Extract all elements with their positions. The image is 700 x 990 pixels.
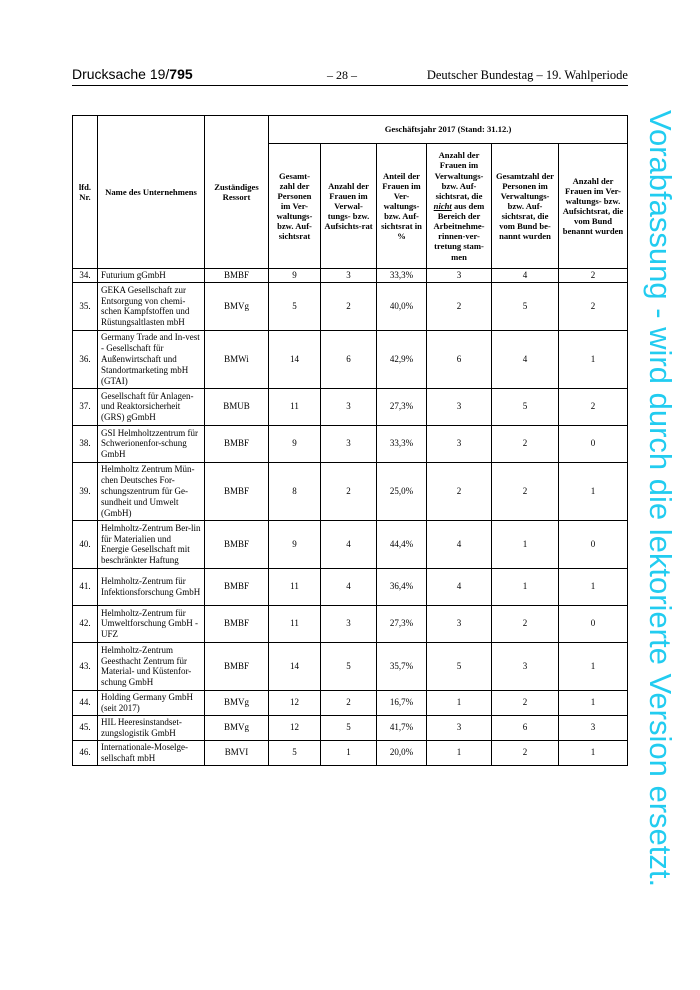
cell-bund-frauen: 1 [559, 568, 628, 605]
cell-bund-frauen: 3 [559, 715, 628, 740]
cell-gesamt: 14 [269, 330, 321, 388]
cell-gesamt: 11 [269, 605, 321, 642]
cell-frauen: 3 [321, 605, 377, 642]
cell-anteil: 36,4% [377, 568, 427, 605]
cell-name: Internationale-Moselge-sellschaft mbH [98, 740, 205, 765]
cell-bund-gesamt: 5 [492, 388, 559, 425]
cell-bund-gesamt: 2 [492, 425, 559, 462]
cell-ressort: BMBF [205, 269, 269, 283]
cell-gesamt: 11 [269, 568, 321, 605]
col-header-bund-frauen: Anzahl der Frauen im Ver-waltungs- bzw. Aufsichtsrat, die vom Bund benannt wurden [559, 144, 628, 269]
cell-nr: 39. [73, 462, 98, 520]
cell-frauen: 6 [321, 330, 377, 388]
cell-bund-frauen: 0 [559, 605, 628, 642]
cell-anteil: 20,0% [377, 740, 427, 765]
cell-frauen: 1 [321, 740, 377, 765]
cell-bund-frauen: 1 [559, 462, 628, 520]
cell-nicht: 2 [427, 462, 492, 520]
table-row [73, 520, 628, 568]
cell-anteil: 33,3% [377, 269, 427, 283]
cell-nicht: 1 [427, 740, 492, 765]
cell-ressort: BMUB [205, 388, 269, 425]
cell-nr: 34. [73, 269, 98, 283]
cell-frauen: 5 [321, 715, 377, 740]
cell-bund-gesamt: 2 [492, 462, 559, 520]
cell-bund-frauen: 0 [559, 520, 628, 568]
table-row [73, 330, 628, 388]
cell-nr: 46. [73, 740, 98, 765]
cell-nicht: 4 [427, 568, 492, 605]
cell-bund-gesamt: 2 [492, 740, 559, 765]
col-header-nicht: Anzahl der Frauen im Verwaltungs-bzw. Auf-sichtsrat, die nicht aus dem Bereich der Arbeitnehme-rinnen-ver-tretung stam-men [427, 144, 492, 269]
cell-ressort: BMVg [205, 715, 269, 740]
cell-bund-gesamt: 3 [492, 642, 559, 690]
cell-anteil: 42,9% [377, 330, 427, 388]
cell-ressort: BMBF [205, 568, 269, 605]
cell-name: GEKA Gesellschaft zur Entsorgung von chemi-schen Kampfstoffen und Rüstungsaltlasten mbH [98, 282, 205, 330]
cell-nicht: 5 [427, 642, 492, 690]
document-number: Drucksache 19/795 [72, 66, 193, 82]
cell-ressort: BMBF [205, 520, 269, 568]
cell-name: Helmholtz-Zentrum Ber-lin für Materialien und Energie Gesellschaft mit beschränkter Haftung [98, 520, 205, 568]
col-header-ressort: Zuständiges Ressort [205, 116, 269, 269]
cell-frauen: 2 [321, 462, 377, 520]
cell-bund-gesamt: 1 [492, 520, 559, 568]
cell-bund-gesamt: 6 [492, 715, 559, 740]
cell-anteil: 44,4% [377, 520, 427, 568]
cell-nr: 36. [73, 330, 98, 388]
cell-bund-gesamt: 2 [492, 690, 559, 715]
cell-bund-frauen: 2 [559, 388, 628, 425]
cell-frauen: 3 [321, 269, 377, 283]
cell-name: HIL Heeresinstandset-zungslogistik GmbH [98, 715, 205, 740]
cell-bund-gesamt: 4 [492, 269, 559, 283]
cell-name: Helmholtz-Zentrum für Infektionsforschung GmbH [98, 568, 205, 605]
cell-name: Futurium gGmbH [98, 269, 205, 283]
cell-bund-frauen: 1 [559, 740, 628, 765]
cell-name: Germany Trade and In-vest - Gesellschaft für Außenwirtschaft und Standortmarketing mbH (GTAI) [98, 330, 205, 388]
table-row [73, 715, 628, 740]
col-header-name: Name des Unternehmens [98, 116, 205, 269]
cell-nicht: 4 [427, 520, 492, 568]
cell-ressort: BMVg [205, 282, 269, 330]
cell-gesamt: 9 [269, 425, 321, 462]
cell-frauen: 4 [321, 568, 377, 605]
cell-bund-frauen: 1 [559, 690, 628, 715]
cell-ressort: BMBF [205, 605, 269, 642]
cell-ressort: BMVI [205, 740, 269, 765]
cell-gesamt: 9 [269, 520, 321, 568]
table-row [73, 568, 628, 605]
cell-ressort: BMWi [205, 330, 269, 388]
cell-anteil: 25,0% [377, 462, 427, 520]
table-row [73, 462, 628, 520]
cell-gesamt: 11 [269, 388, 321, 425]
cell-bund-gesamt: 1 [492, 568, 559, 605]
col-header-bund-gesamt: Gesamtzahl der Personen im Verwaltungs-bzw. Auf-sichtsrat, die vom Bund be-nannt wurden [492, 144, 559, 269]
cell-nr: 43. [73, 642, 98, 690]
cell-bund-frauen: 2 [559, 269, 628, 283]
table-row [73, 740, 628, 765]
cell-bund-frauen: 2 [559, 282, 628, 330]
cell-anteil: 40,0% [377, 282, 427, 330]
cell-nicht: 3 [427, 425, 492, 462]
cell-bund-gesamt: 2 [492, 605, 559, 642]
nicht-emphasis: nicht [433, 200, 452, 211]
cell-frauen: 3 [321, 388, 377, 425]
table-row [73, 269, 628, 283]
cell-bund-frauen: 0 [559, 425, 628, 462]
cell-gesamt: 12 [269, 690, 321, 715]
cell-bund-frauen: 1 [559, 330, 628, 388]
cell-gesamt: 5 [269, 740, 321, 765]
header-rule [72, 85, 628, 86]
cell-nr: 45. [73, 715, 98, 740]
cell-gesamt: 5 [269, 282, 321, 330]
cell-anteil: 41,7% [377, 715, 427, 740]
table-row [73, 605, 628, 642]
cell-ressort: BMBF [205, 642, 269, 690]
cell-nr: 41. [73, 568, 98, 605]
cell-name: Gesellschaft für Anlagen-und Reaktorsicherheit (GRS) gGmbH [98, 388, 205, 425]
cell-nicht: 3 [427, 715, 492, 740]
table-body [73, 269, 628, 766]
cell-nicht: 3 [427, 605, 492, 642]
cell-nr: 40. [73, 520, 98, 568]
cell-ressort: BMVg [205, 690, 269, 715]
cell-anteil: 33,3% [377, 425, 427, 462]
cell-ressort: BMBF [205, 425, 269, 462]
cell-nicht: 3 [427, 269, 492, 283]
cell-name: Helmholtz-Zentrum für Umweltforschung GmbH - UFZ [98, 605, 205, 642]
board-composition-table [72, 115, 628, 766]
watermark [640, 110, 680, 910]
cell-frauen: 3 [321, 425, 377, 462]
publisher-title: Deutscher Bundestag – 19. Wahlperiode [426, 68, 628, 82]
cell-bund-frauen: 1 [559, 642, 628, 690]
cell-anteil: 35,7% [377, 642, 427, 690]
page-number: – 28 – [327, 68, 357, 82]
cell-nicht: 6 [427, 330, 492, 388]
cell-name: GSI Helmholtzzentrum für Schwerionenfor-schung GmbH [98, 425, 205, 462]
cell-frauen: 5 [321, 642, 377, 690]
watermark-text: Vorabfassung - wird durch die lektorierte Version ersetzt. [643, 110, 678, 888]
col-header-gesamt: Gesamt-zahl der Personen im Ver-waltungs-bzw. Auf-sichtsrat [269, 144, 321, 269]
cell-nicht: 3 [427, 388, 492, 425]
cell-nr: 35. [73, 282, 98, 330]
cell-name: Helmholtz-Zentrum Geesthacht Zentrum für Material- und Küstenfor-schung GmbH [98, 642, 205, 690]
cell-gesamt: 14 [269, 642, 321, 690]
cell-frauen: 2 [321, 690, 377, 715]
cell-gesamt: 9 [269, 269, 321, 283]
cell-anteil: 27,3% [377, 388, 427, 425]
col-header-group: Geschäftsjahr 2017 (Stand: 31.12.) [269, 116, 628, 144]
table-row [73, 425, 628, 462]
cell-anteil: 27,3% [377, 605, 427, 642]
cell-frauen: 2 [321, 282, 377, 330]
cell-nr: 42. [73, 605, 98, 642]
cell-nr: 44. [73, 690, 98, 715]
col-header-anteil: Anteil der Frauen im Ver-waltungs-bzw. Auf-sichtsrat in % [377, 144, 427, 269]
page-header [72, 66, 628, 86]
cell-nr: 37. [73, 388, 98, 425]
table-row [73, 282, 628, 330]
table-row [73, 388, 628, 425]
col-header-nr: lfd. Nr. [73, 116, 98, 269]
cell-nicht: 2 [427, 282, 492, 330]
table-row [73, 690, 628, 715]
cell-nr: 38. [73, 425, 98, 462]
cell-bund-gesamt: 4 [492, 330, 559, 388]
cell-name: Holding Germany GmbH (seit 2017) [98, 690, 205, 715]
cell-gesamt: 8 [269, 462, 321, 520]
cell-ressort: BMBF [205, 462, 269, 520]
col-header-frauen: Anzahl der Frauen im Verwal-tungs- bzw. Aufsichts-rat [321, 144, 377, 269]
cell-gesamt: 12 [269, 715, 321, 740]
table-row [73, 642, 628, 690]
cell-nicht: 1 [427, 690, 492, 715]
cell-bund-gesamt: 5 [492, 282, 559, 330]
cell-frauen: 4 [321, 520, 377, 568]
cell-name: Helmholtz Zentrum Mün-chen Deutsches For-schungszentrum für Ge-sundheit und Umwelt (GmbH) [98, 462, 205, 520]
cell-anteil: 16,7% [377, 690, 427, 715]
